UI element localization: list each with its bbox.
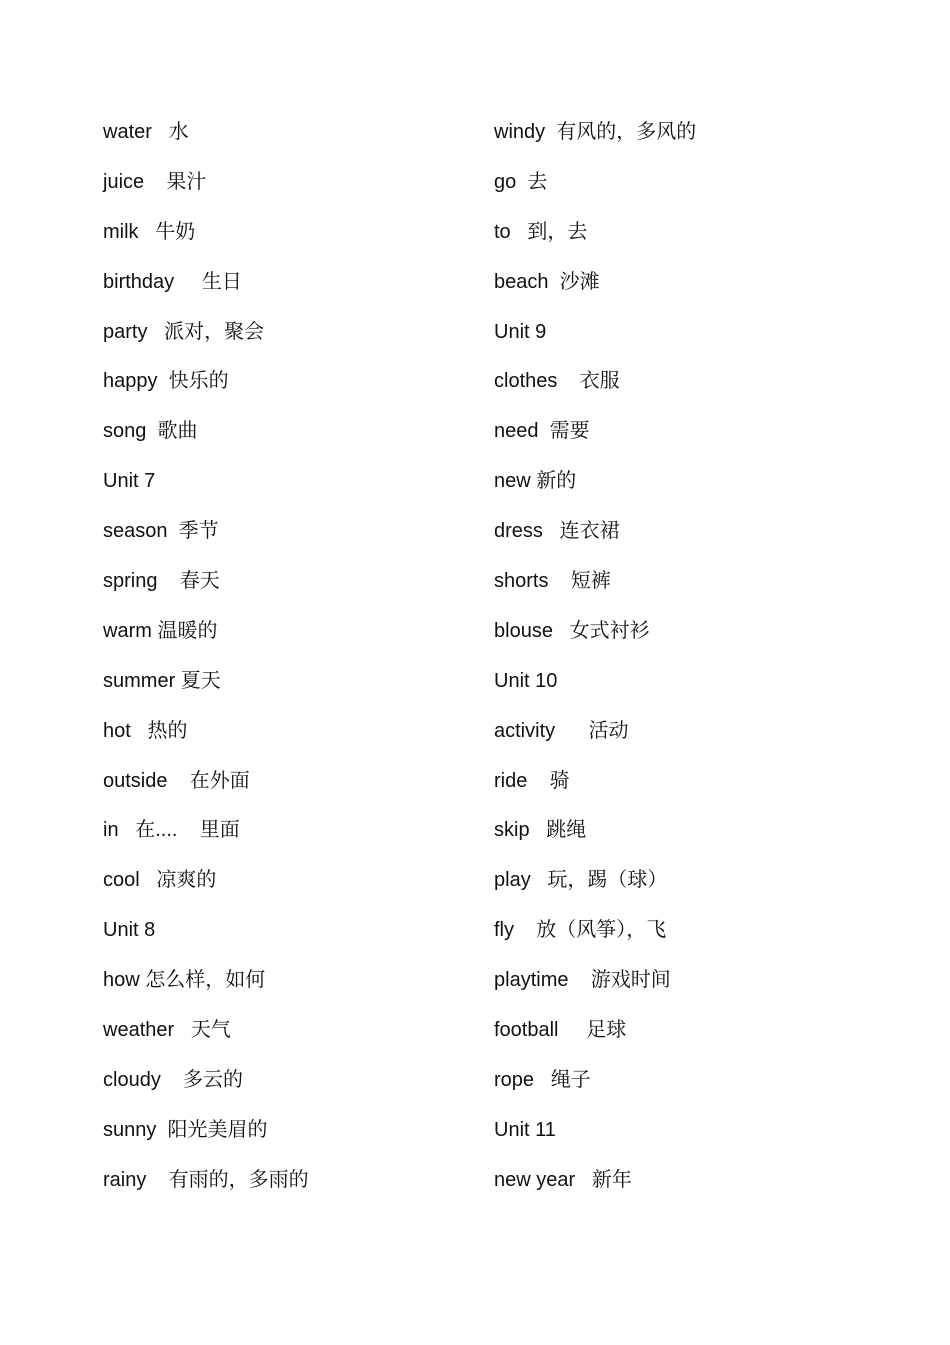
word-entry: cloudy 多云的 bbox=[103, 1068, 244, 1091]
word-entry: rainy 有雨的，多雨的 bbox=[103, 1168, 309, 1191]
word-entry: how 怎么样，如何 bbox=[103, 969, 266, 992]
word-entry: activity 活动 bbox=[494, 719, 629, 742]
word-entry: in 在.... 里面 bbox=[103, 819, 240, 842]
word-entry: spring 春天 bbox=[103, 570, 220, 593]
unit-heading: Unit 11 bbox=[494, 1118, 556, 1141]
word-entry: play 玩，踢（球） bbox=[494, 869, 668, 892]
word-entry: go 去 bbox=[494, 170, 548, 193]
word-entry: happy 快乐的 bbox=[103, 370, 229, 393]
word-entry: party 派对，聚会 bbox=[103, 320, 265, 343]
word-entry: windy 有风的，多风的 bbox=[494, 121, 697, 143]
word-entry: sunny 阳光美眉的 bbox=[103, 1118, 268, 1141]
unit-heading: Unit 9 bbox=[494, 320, 547, 343]
word-entry: dress 连衣裙 bbox=[494, 520, 620, 543]
unit-heading: Unit 7 bbox=[103, 470, 156, 493]
word-entry: skip 跳绳 bbox=[494, 819, 587, 842]
right-word-column bbox=[494, 108, 894, 1206]
left-word-column bbox=[103, 108, 463, 1206]
word-entry: rope 绳子 bbox=[494, 1068, 591, 1091]
word-entry: milk 牛奶 bbox=[103, 220, 196, 243]
word-entry: ride 骑 bbox=[494, 769, 570, 792]
word-entry: need 需要 bbox=[494, 420, 590, 443]
word-entry: new 新的 bbox=[494, 470, 577, 493]
word-entry: summer 夏天 bbox=[103, 669, 221, 692]
unit-heading: Unit 8 bbox=[103, 919, 156, 942]
word-entry: juice 果汁 bbox=[103, 170, 207, 193]
word-entry: shorts 短裤 bbox=[494, 570, 611, 593]
word-entry: beach 沙滩 bbox=[494, 270, 600, 293]
word-entry: playtime 游戏时间 bbox=[494, 969, 671, 992]
word-entry: water 水 bbox=[103, 121, 189, 143]
word-entry: clothes 衣服 bbox=[494, 370, 620, 393]
word-entry: weather 天气 bbox=[103, 1019, 231, 1042]
word-entry: blouse 女式衬衫 bbox=[494, 619, 650, 642]
unit-heading: Unit 10 bbox=[494, 669, 558, 692]
word-entry: outside 在外面 bbox=[103, 769, 250, 792]
word-entry: new year 新年 bbox=[494, 1168, 632, 1191]
word-entry: hot 热的 bbox=[103, 719, 188, 742]
word-entry: birthday 生日 bbox=[103, 270, 242, 293]
word-entry: cool 凉爽的 bbox=[103, 869, 217, 892]
word-entry: warm 温暖的 bbox=[103, 619, 218, 642]
word-entry: season 季节 bbox=[103, 520, 219, 543]
word-entry: football 足球 bbox=[494, 1019, 627, 1042]
word-entry: song 歌曲 bbox=[103, 420, 198, 443]
word-entry: fly 放（风筝），飞 bbox=[494, 919, 667, 942]
word-entry: to 到，去 bbox=[494, 220, 588, 243]
